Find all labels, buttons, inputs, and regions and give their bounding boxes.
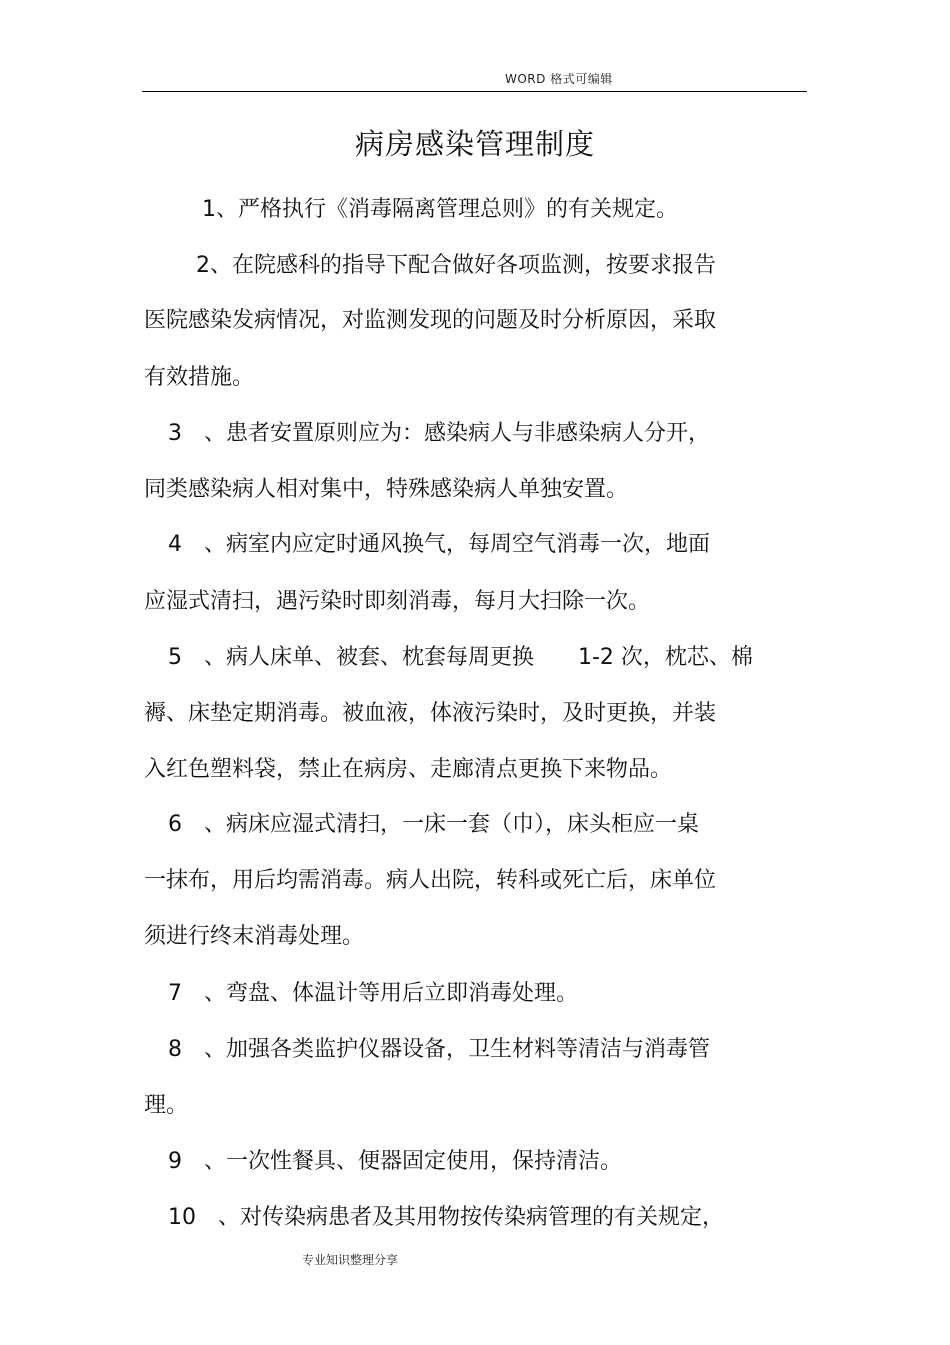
paragraph-line: 入红色塑料袋，禁止在病房、走廊清点更换下来物品。 — [144, 757, 673, 782]
page-header-text: WORD 格式可编辑 — [505, 72, 613, 86]
paragraph-line: 3 、患者安置原则应为：感染病人与非感染病人分开， — [168, 421, 710, 446]
paragraph-line: 有效措施。 — [144, 365, 255, 390]
header-divider — [142, 91, 807, 92]
paragraph-line: 医院感染发病情况，对监测发现的问题及时分析原因，采取 — [144, 308, 717, 333]
paragraph-line: 10 、对传染病患者及其用物按传染病管理的有关规定， — [168, 1205, 724, 1230]
paragraph-line: 5 、病人床单、被套、枕套每周更换 1-2 次，枕芯、棉 — [168, 645, 753, 670]
paragraph-line: 8 、加强各类监护仪器设备，卫生材料等清洁与消毒管 — [168, 1037, 710, 1062]
page-footer-text: 专业知识整理分享 — [302, 1253, 399, 1267]
paragraph-line: 4 、病室内应定时通风换气，每周空气消毒一次，地面 — [168, 532, 710, 557]
paragraph-line: 须进行终末消毒处理。 — [144, 924, 365, 949]
paragraph-line: 一抹布，用后均需消毒。病人出院，转科或死亡后，床单位 — [144, 868, 717, 893]
paragraph-line: 理。 — [144, 1093, 189, 1118]
paragraph-line: 1、严格执行《消毒隔离管理总则》的有关规定。 — [202, 197, 678, 222]
document-title: 病房感染管理制度 — [354, 127, 595, 161]
paragraph-line: 7 、弯盘、体温计等用后立即消毒处理。 — [168, 981, 578, 1006]
paragraph-line: 2、在院感科的指导下配合做好各项监测，按要求报告 — [196, 253, 716, 278]
paragraph-line: 9 、一次性餐具、便器固定使用，保持清洁。 — [168, 1149, 622, 1174]
paragraph-line: 6 、病床应湿式清扫，一床一套（巾），床头柜应一桌 — [168, 812, 699, 837]
paragraph-line: 应湿式清扫，遇污染时即刻消毒，每月大扫除一次。 — [144, 589, 651, 614]
paragraph-line: 褥、床垫定期消毒。被血液，体液污染时，及时更换，并装 — [144, 701, 717, 726]
paragraph-line: 同类感染病人相对集中，特殊感染病人单独安置。 — [144, 477, 629, 502]
